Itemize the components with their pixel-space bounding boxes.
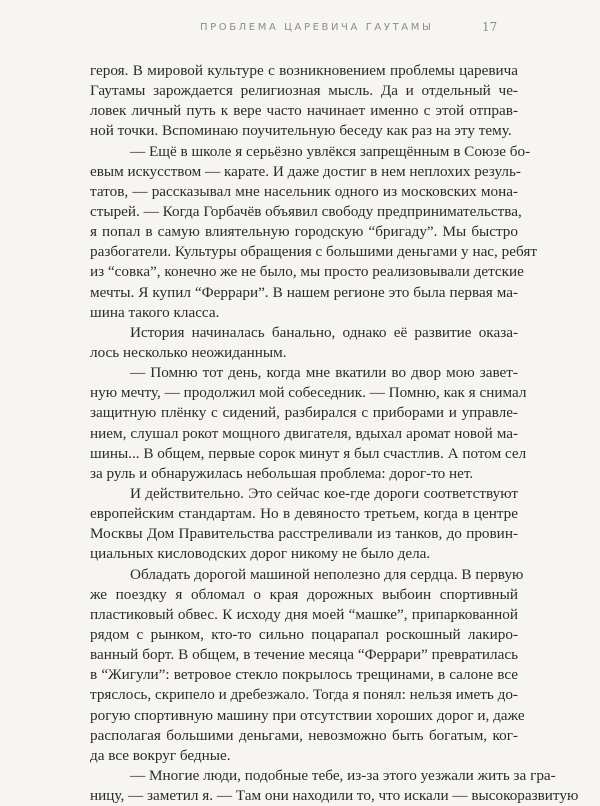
- text-line: да все вокруг бедные.: [90, 746, 231, 764]
- text-line: История начиналась банально, однако её развитие оказа-: [130, 323, 518, 341]
- text-line: И действительно. Это сейчас кое-где дороги соответствуют: [130, 484, 518, 502]
- text-line: европейским стандартам. Но в девяносто третьем, когда в центре: [90, 505, 518, 523]
- text-line: евым искусством — карате. И даже достиг в нем неплохих резуль-: [90, 162, 521, 180]
- page-number: 17: [482, 20, 498, 34]
- text-line: тряслось, скрипело и дребезжало. Тогда я понял: нельзя иметь до-: [90, 686, 518, 704]
- text-line: нием, слушал рокот мощного двигателя, вдыхал аромат новой ма-: [90, 424, 518, 442]
- text-line: циальных кисловодских дорог никому не было дела.: [90, 545, 431, 563]
- text-line: ную мечту, — продолжил мой собеседник. — Помню, как я снимал: [90, 384, 527, 402]
- text-line: за руль и обнаружилась небольшая проблема: дорог-то нет.: [90, 464, 474, 482]
- text-line: татов, — рассказывал мне насельник одного из московских мона-: [90, 182, 518, 200]
- text-line: защитную плёнку с сидений, разбирался с приборами и управле-: [90, 404, 518, 422]
- text-line: я попал в самую влиятельную городскую “бригаду”. Мы быстро: [90, 223, 518, 241]
- text-line: разбогатели. Культуры обращения с большими деньгами у нас, ребят: [90, 243, 537, 261]
- text-line: Гаутамы зарождается религиозная мысль. Да и отдельный че-: [90, 82, 518, 100]
- text-line: из “совка”, конечно же не было, мы просто реализовывали детские: [90, 263, 524, 281]
- text-line: Москвы Дом Правительства расстреливали из танков, до провин-: [90, 525, 518, 543]
- text-line: — Ещё в школе я серьёзно увлёкся запрещённым в Союзе бо-: [130, 142, 531, 160]
- text-line: же поездку я обломал о края дорожных выбоин спортивный: [90, 585, 518, 603]
- text-line: Обладать дорогой машиной неполезно для сердца. В первую: [130, 565, 524, 583]
- text-line: располагая большими деньгами, невозможно быть богатым, ког-: [90, 726, 518, 744]
- text-line: ловек личный путь к вере часто начинает именно с этой отправ-: [90, 102, 518, 120]
- text-line: в “Жигули”: ветровое стекло покрылось трещинами, в салоне все: [90, 666, 518, 684]
- text-line: ницу, — заметил я. — Там они находили то, что искали — высокоразвитую: [90, 787, 579, 805]
- text-line: мечты. Я купил “Феррари”. В нашем регионе это была первая ма-: [90, 283, 518, 301]
- text-line: героя. В мировой культуре с возникновением проблемы царевича: [90, 62, 518, 79]
- text-line: шина такого класса.: [90, 303, 220, 321]
- body-text: [90, 61, 579, 806]
- text-line: рядом с рынком, кто-то сильно поцарапал роскошный лакиро-: [90, 625, 518, 643]
- text-line: — Помню тот день, когда мне вкатили во двор мою завет-: [130, 364, 518, 382]
- text-line: лось несколько неожиданным.: [90, 343, 287, 361]
- text-line: стырей. — Когда Горбачёв объявил свободу предпринимательства,: [90, 202, 522, 220]
- text-line: рогую спортивную машину при отсутствии хороших дорог и, даже: [90, 706, 525, 724]
- text-line: шины... В общем, первые сорок минут я был счастлив. А потом сел: [90, 444, 527, 462]
- running-head: ПРОБЛЕМА ЦАРЕВИЧА ГАУТАМЫ: [200, 22, 434, 33]
- text-line: пластиковый обвес. К исходу дня моей “машке”, припаркованной: [90, 605, 518, 623]
- text-line: ванный борт. В общем, в течение месяца “Феррари” превратилась: [90, 646, 518, 664]
- text-line: ной точки. Вспоминаю поучительную беседу как раз на эту тему.: [90, 122, 512, 140]
- text-line: — Многие люди, подобные тебе, из-за этого уезжали жить за гра-: [130, 766, 556, 784]
